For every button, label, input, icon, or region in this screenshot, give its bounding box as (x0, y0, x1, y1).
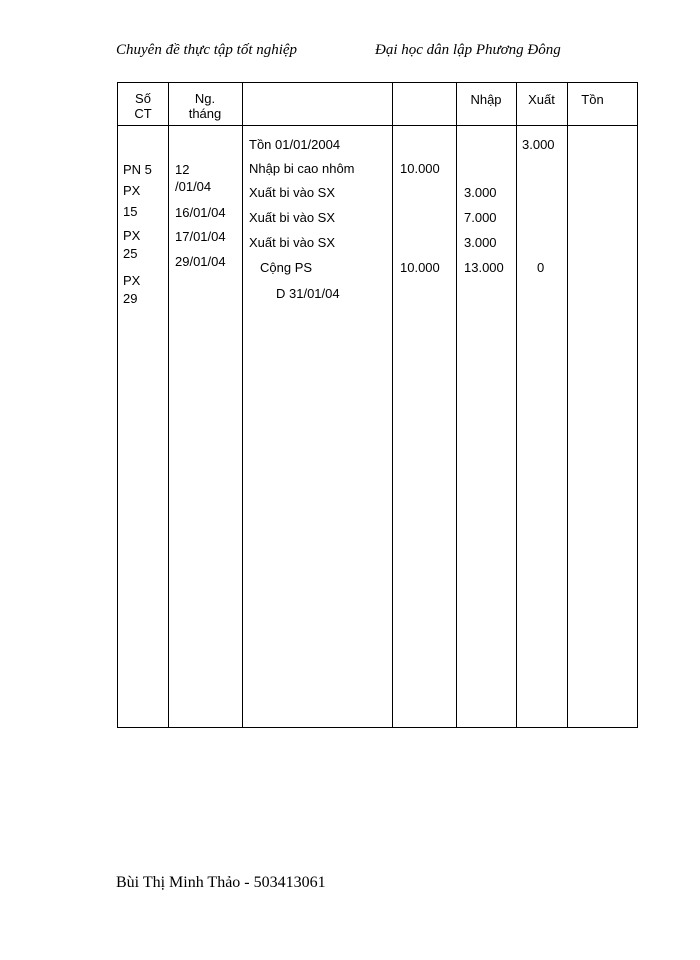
column-header-so-ct (118, 91, 168, 121)
so-ct-text: PN 5 (123, 162, 152, 177)
column-header-line: Ng. (194, 91, 216, 106)
header-university-name: Đại học dân lập Phương Đông (375, 42, 561, 58)
column-header-line: CT (134, 106, 152, 121)
dien-giai-text: Nhập bi cao nhôm (249, 161, 355, 176)
so-ct-text: PX (123, 273, 141, 288)
so-ct-text: 15 (123, 204, 138, 219)
column-divider (567, 83, 568, 727)
footer-author: Bùi Thị Minh Thảo - 503413061 (116, 874, 326, 891)
column-divider (242, 83, 243, 727)
xuat-value: 3.000 (464, 185, 497, 200)
ledger-table (117, 82, 638, 728)
nhap-total-value: 10.000 (400, 260, 440, 275)
column-header-ton: Tồn (581, 92, 604, 107)
ngay-thang-text: 17/01/04 (175, 229, 226, 244)
column-header-nhap: Nhập (470, 92, 502, 107)
column-divider (392, 83, 393, 727)
so-ct-text: PX (123, 228, 141, 243)
dien-giai-text: Xuất bi vào SX (249, 235, 335, 250)
so-ct-text: 29 (123, 291, 138, 306)
column-header-ngay-thang (168, 91, 242, 121)
column-divider (456, 83, 457, 727)
dien-giai-text: Xuất bi vào SX (249, 210, 335, 225)
ngay-thang-text: 12 (175, 162, 190, 177)
ton-total-value: 0 (537, 260, 545, 275)
header-document-title: Chuyên đề thực tập tốt nghiệp (116, 42, 298, 58)
so-ct-text: 25 (123, 246, 138, 261)
nhap-value: 10.000 (400, 161, 440, 176)
column-header-line: Số (135, 91, 151, 106)
ngay-thang-text: 16/01/04 (175, 205, 226, 220)
column-header-line: tháng (188, 106, 222, 121)
ngay-thang-text: /01/04 (175, 179, 212, 194)
dien-giai-total-label: Cộng PS (260, 260, 313, 275)
xuat-value: 3.000 (464, 235, 497, 250)
xuat-total-value: 13.000 (464, 260, 504, 275)
ngay-thang-text: 29/01/04 (175, 254, 226, 269)
header-divider (118, 125, 637, 126)
ton-value: 3.000 (522, 137, 555, 152)
so-ct-text: PX (123, 183, 141, 198)
dien-giai-closing-text: D 31/01/04 (276, 286, 340, 301)
column-divider (168, 83, 169, 727)
xuat-value: 7.000 (464, 210, 497, 225)
column-divider (516, 83, 517, 727)
column-header-xuat: Xuất (528, 92, 555, 107)
dien-giai-text: Tồn 01/01/2004 (249, 137, 341, 152)
dien-giai-text: Xuất bi vào SX (249, 185, 335, 200)
